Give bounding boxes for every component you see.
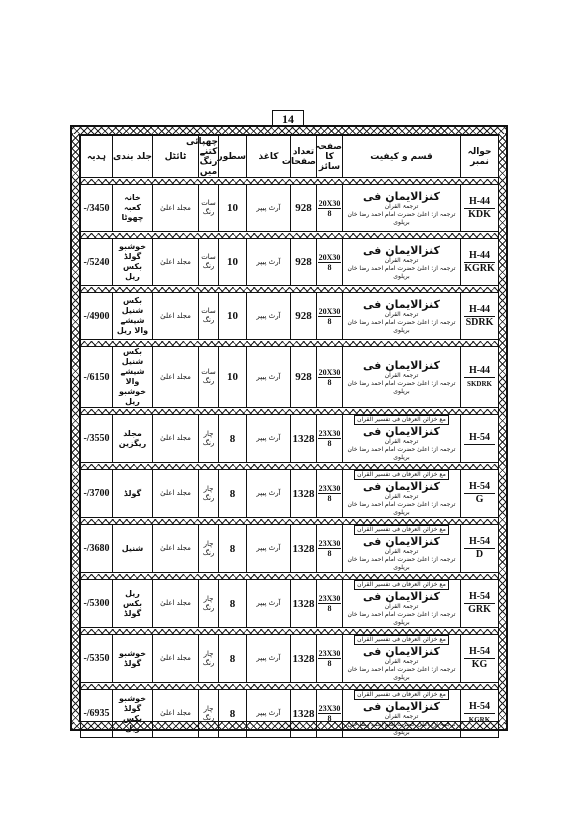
- size-top: 23X30: [318, 704, 341, 713]
- title-translator: ترجمہ از: اعلیٰ حضرت امام احمد رضا خان بریلوی: [347, 666, 456, 681]
- title-main: کنزالایمان فی: [363, 645, 440, 658]
- cell-paper: آرٹ پیپر: [247, 580, 291, 628]
- cell-binding: مجلد اعلیٰ: [153, 580, 199, 628]
- cell-lines: 10: [219, 347, 247, 408]
- header-price: ہدیہ: [81, 136, 113, 178]
- catalog-frame: [70, 125, 508, 736]
- cell-size: [317, 580, 343, 628]
- cell-size: [317, 415, 343, 463]
- row-separator-band: [81, 178, 499, 185]
- cell-title: [343, 185, 461, 232]
- cell-binding: مجلد اعلیٰ: [153, 415, 199, 463]
- title-main: کنزالایمان فی: [363, 480, 440, 493]
- title-translator: ترجمہ از: اعلیٰ حضرت امام احمد رضا خان بریلوی: [347, 611, 456, 626]
- ref-code: [464, 444, 495, 445]
- cell-cover: خوشبو گولڈ بکس ریل: [113, 690, 153, 738]
- row-separator: [81, 518, 499, 525]
- row-separator-band: [81, 232, 499, 239]
- cell-price: 6935/-: [81, 690, 113, 738]
- title-extra: مع خزائن العرفان فی تفسیر القرآن: [354, 690, 449, 700]
- cell-price: 3680/-: [81, 525, 113, 573]
- cell-lines: 8: [219, 690, 247, 738]
- size-top: 20X30: [318, 252, 341, 262]
- cell-price: 3450/-: [81, 185, 113, 232]
- cell-colors: چار رنگ: [199, 525, 219, 573]
- title-main: کنزالایمان فی: [363, 243, 440, 257]
- cell-ref: [461, 185, 499, 232]
- cell-ref: [461, 690, 499, 738]
- cell-lines: 10: [219, 239, 247, 286]
- cell-size: [317, 185, 343, 232]
- ref-number: H-54: [468, 432, 491, 443]
- cell-binding: مجلد اعلیٰ: [153, 470, 199, 518]
- cell-binding: مجلد اعلیٰ: [153, 239, 199, 286]
- ref-number: H-44: [468, 364, 491, 376]
- cell-ref: [461, 580, 499, 628]
- title-sub: ترجمۃ القرآن: [384, 548, 419, 555]
- cell-binding: مجلد اعلیٰ: [153, 185, 199, 232]
- cell-title: [343, 635, 461, 683]
- title-extra: مع خزائن العرفان فی تفسیر القرآن: [354, 580, 449, 590]
- row-separator: [81, 408, 499, 415]
- cell-title: [343, 415, 461, 463]
- cell-colors: سات رنگ: [199, 239, 219, 286]
- decorative-band: [81, 684, 498, 689]
- title-sub: ترجمۃ القرآن: [384, 438, 419, 445]
- cell-ref: [461, 239, 499, 286]
- ref-number: H-44: [468, 303, 491, 315]
- size-top: 23X30: [318, 594, 341, 603]
- title-translator: ترجمہ از: اعلیٰ حضرت امام احمد رضا خان بریلوی: [347, 556, 456, 571]
- size-top: 23X30: [318, 484, 341, 493]
- cell-pages: 928: [291, 293, 317, 340]
- header-pages: تعداد صفحات: [291, 136, 317, 178]
- cell-ref: [461, 293, 499, 340]
- ref-code: KGRK: [464, 262, 495, 274]
- row-separator: [81, 178, 499, 185]
- title-sub: ترجمۃ القرآن: [384, 658, 419, 665]
- cell-price: 4900/-: [81, 293, 113, 340]
- cell-price: 5240/-: [81, 239, 113, 286]
- cell-colors: سات رنگ: [199, 347, 219, 408]
- cell-colors: چار رنگ: [199, 690, 219, 738]
- cell-cover: بکس شنیل شیشے والا ریل: [113, 293, 153, 340]
- cell-paper: آرٹ پیپر: [247, 347, 291, 408]
- decorative-band: [81, 409, 498, 414]
- cell-cover: خانہ کعبہ چھوٹا: [113, 185, 153, 232]
- size-top: 20X30: [318, 367, 341, 377]
- cell-cover: مجلد ریگزین: [113, 415, 153, 463]
- title-sub: ترجمۃ القرآن: [384, 713, 419, 720]
- cell-binding: مجلد اعلیٰ: [153, 347, 199, 408]
- size-bottom: 8: [327, 316, 332, 326]
- header-lines: سطور: [219, 136, 247, 178]
- table-row: [81, 690, 499, 738]
- title-sub: ترجمۃ القرآن: [384, 202, 419, 210]
- cell-price: 5350/-: [81, 635, 113, 683]
- cell-lines: 10: [219, 293, 247, 340]
- cell-size: [317, 239, 343, 286]
- title-sub: ترجمۃ القرآن: [384, 603, 419, 610]
- table-row: [81, 415, 499, 463]
- cell-pages: 928: [291, 239, 317, 286]
- cell-pages: 1328: [291, 580, 317, 628]
- ref-code: G: [464, 493, 495, 506]
- row-separator: [81, 573, 499, 580]
- row-separator-band: [81, 628, 499, 635]
- ref-number: H-44: [468, 195, 491, 207]
- cell-size: [317, 347, 343, 408]
- row-separator: [81, 463, 499, 470]
- header-cover: جلد بندی: [113, 136, 153, 178]
- ref-code: KGRK: [464, 713, 495, 726]
- cell-lines: 8: [219, 635, 247, 683]
- cell-pages: 1328: [291, 415, 317, 463]
- cell-binding: مجلد اعلیٰ: [153, 525, 199, 573]
- cell-pages: 1328: [291, 525, 317, 573]
- cell-lines: 8: [219, 470, 247, 518]
- title-translator: ترجمہ از: اعلیٰ حضرت امام احمد رضا خان بریلوی: [347, 721, 456, 736]
- title-extra: مع خزائن العرفان فی تفسیر القرآن: [354, 525, 449, 535]
- decorative-border-right: [498, 134, 506, 722]
- cell-ref: [461, 347, 499, 408]
- cell-paper: آرٹ پیپر: [247, 635, 291, 683]
- size-bottom: 8: [327, 494, 332, 503]
- row-separator-band: [81, 573, 499, 580]
- cell-lines: 8: [219, 580, 247, 628]
- cell-ref: [461, 525, 499, 573]
- cell-title: [343, 239, 461, 286]
- decorative-band: [81, 464, 498, 469]
- title-main: کنزالایمان فی: [363, 425, 440, 438]
- title-extra: مع خزائن العرفان فی تفسیر القرآن: [354, 470, 449, 480]
- row-separator-band: [81, 463, 499, 470]
- row-separator: [81, 628, 499, 635]
- row-separator: [81, 340, 499, 347]
- size-bottom: 8: [327, 604, 332, 613]
- table-header-row: [81, 136, 499, 178]
- cell-ref: [461, 415, 499, 463]
- cell-colors: سات رنگ: [199, 293, 219, 340]
- decorative-band: [81, 341, 498, 346]
- size-bottom: 8: [327, 659, 332, 668]
- decorative-border-left: [72, 134, 80, 722]
- title-sub: ترجمۃ القرآن: [384, 310, 419, 318]
- cell-size: [317, 470, 343, 518]
- cell-size: [317, 525, 343, 573]
- cell-binding: مجلد اعلیٰ: [153, 635, 199, 683]
- title-translator: ترجمہ از: اعلیٰ حضرت امام احمد رضا خان بریلوی: [347, 446, 456, 461]
- ref-code: SKDRK: [464, 377, 495, 390]
- cell-cover: گولڈ: [113, 470, 153, 518]
- ref-code: SDRK: [465, 316, 494, 328]
- row-separator-band: [81, 408, 499, 415]
- cell-colors: چار رنگ: [199, 470, 219, 518]
- cell-binding: مجلد اعلیٰ: [153, 690, 199, 738]
- cell-cover: بکس شنیل شیشے والا خوشبو ریل: [113, 347, 153, 408]
- cell-colors: سات رنگ: [199, 185, 219, 232]
- cell-lines: 10: [219, 185, 247, 232]
- cell-pages: 928: [291, 347, 317, 408]
- table-row: [81, 239, 499, 286]
- cell-lines: 8: [219, 415, 247, 463]
- cell-paper: آرٹ پیپر: [247, 185, 291, 232]
- cell-title: [343, 293, 461, 340]
- table-row: [81, 470, 499, 518]
- size-top: 20X30: [318, 306, 341, 316]
- row-separator: [81, 286, 499, 293]
- size-bottom: 8: [327, 208, 332, 218]
- size-top: 20X30: [318, 198, 341, 208]
- cell-cover: خوشبو گولڈ بکس ریل: [113, 239, 153, 286]
- ref-number: H-54: [468, 481, 491, 492]
- cell-pages: 1328: [291, 470, 317, 518]
- cell-price: 3700/-: [81, 470, 113, 518]
- title-sub: ترجمۃ القرآن: [384, 371, 419, 379]
- table-row: [81, 635, 499, 683]
- decorative-band: [81, 574, 498, 579]
- header-title: قسم و کیفیت: [343, 136, 461, 178]
- header-ref: حوالہ نمبر: [461, 136, 499, 178]
- size-top: 23X30: [318, 429, 341, 438]
- row-separator-band: [81, 683, 499, 690]
- decorative-band: [81, 179, 498, 184]
- table-row: [81, 185, 499, 232]
- cell-paper: آرٹ پیپر: [247, 470, 291, 518]
- ref-number: H-54: [468, 701, 491, 712]
- cell-ref: [461, 470, 499, 518]
- ref-code: D: [464, 548, 495, 561]
- title-main: کنزالایمان فی: [363, 535, 440, 548]
- title-main: کنزالایمان فی: [363, 297, 440, 311]
- row-separator: [81, 683, 499, 690]
- cell-paper: آرٹ پیپر: [247, 293, 291, 340]
- ref-number: H-54: [468, 536, 491, 547]
- decorative-border-top: [72, 127, 506, 135]
- title-translator: ترجمہ از: اعلیٰ حضرت امام احمد رضا خان بریلوی: [347, 501, 456, 516]
- size-bottom: 8: [327, 439, 332, 448]
- decorative-band: [81, 629, 498, 634]
- cell-pages: 1328: [291, 690, 317, 738]
- header-binding: ٹائٹل: [153, 136, 199, 178]
- row-separator-band: [81, 286, 499, 293]
- header-size: صفحہ کا سائز: [317, 136, 343, 178]
- decorative-band: [81, 287, 498, 292]
- cell-size: [317, 635, 343, 683]
- ref-code: KDK: [464, 208, 495, 221]
- ref-number: H-44: [468, 249, 491, 261]
- ref-number: H-54: [468, 591, 491, 602]
- size-top: 23X30: [318, 649, 341, 658]
- decorative-band: [81, 519, 498, 524]
- cell-size: [317, 293, 343, 340]
- cell-cover: خوشبو گولڈ: [113, 635, 153, 683]
- ref-code: GRK: [464, 603, 495, 616]
- cell-paper: آرٹ پیپر: [247, 415, 291, 463]
- table-row: [81, 347, 499, 408]
- cell-title: [343, 347, 461, 408]
- cell-title: [343, 580, 461, 628]
- table-row: [81, 580, 499, 628]
- cell-price: 5300/-: [81, 580, 113, 628]
- ref-code: KG: [464, 658, 495, 671]
- cell-colors: چار رنگ: [199, 580, 219, 628]
- ref-number: H-54: [468, 646, 491, 657]
- row-separator-band: [81, 340, 499, 347]
- cell-colors: چار رنگ: [199, 635, 219, 683]
- size-bottom: 8: [327, 714, 332, 723]
- cell-paper: آرٹ پیپر: [247, 239, 291, 286]
- cell-binding: مجلد اعلیٰ: [153, 293, 199, 340]
- decorative-band: [81, 233, 498, 238]
- title-main: کنزالایمان فی: [363, 358, 440, 372]
- size-bottom: 8: [327, 549, 332, 558]
- table-row: [81, 293, 499, 340]
- cell-title: [343, 690, 461, 738]
- cell-price: 3550/-: [81, 415, 113, 463]
- title-translator: ترجمہ از: اعلیٰ حضرت امام احمد رضا خان بریلوی: [347, 210, 456, 226]
- cell-lines: 8: [219, 525, 247, 573]
- cell-paper: آرٹ پیپر: [247, 690, 291, 738]
- catalog-table: [80, 135, 499, 738]
- size-bottom: 8: [327, 262, 332, 272]
- cell-title: [343, 525, 461, 573]
- row-separator-band: [81, 518, 499, 525]
- title-translator: ترجمہ از: اعلیٰ حضرت امام احمد رضا خان بریلوی: [347, 318, 456, 334]
- cell-pages: 1328: [291, 635, 317, 683]
- size-bottom: 8: [327, 377, 332, 387]
- cell-cover: شنیل: [113, 525, 153, 573]
- title-main: کنزالایمان فی: [363, 700, 440, 713]
- title-translator: ترجمہ از: اعلیٰ حضرت امام احمد رضا خان بریلوی: [347, 264, 456, 280]
- row-separator: [81, 232, 499, 239]
- cell-price: 6150/-: [81, 347, 113, 408]
- title-sub: ترجمۃ القرآن: [384, 256, 419, 264]
- header-colors: چھپائی کتنے رنگ میں: [186, 136, 218, 177]
- page-number: 14: [272, 110, 304, 128]
- cell-cover: ریل بکس گولڈ: [113, 580, 153, 628]
- header-paper: کاغذ: [247, 136, 291, 178]
- cell-paper: آرٹ پیپر: [247, 525, 291, 573]
- cell-title: [343, 470, 461, 518]
- cell-size: [317, 690, 343, 738]
- title-main: کنزالایمان فی: [363, 189, 440, 203]
- table-row: [81, 525, 499, 573]
- size-top: 23X30: [318, 539, 341, 548]
- cell-ref: [461, 635, 499, 683]
- title-main: کنزالایمان فی: [363, 590, 440, 603]
- title-extra: مع خزائن العرفان فی تفسیر القرآن: [354, 635, 449, 645]
- title-translator: ترجمہ از: اعلیٰ حضرت امام احمد رضا خان بریلوی: [347, 379, 456, 395]
- title-extra: مع خزائن العرفان فی تفسیر القرآن: [354, 415, 449, 425]
- cell-colors: چار رنگ: [199, 415, 219, 463]
- title-sub: ترجمۃ القرآن: [384, 493, 419, 500]
- cell-pages: 928: [291, 185, 317, 232]
